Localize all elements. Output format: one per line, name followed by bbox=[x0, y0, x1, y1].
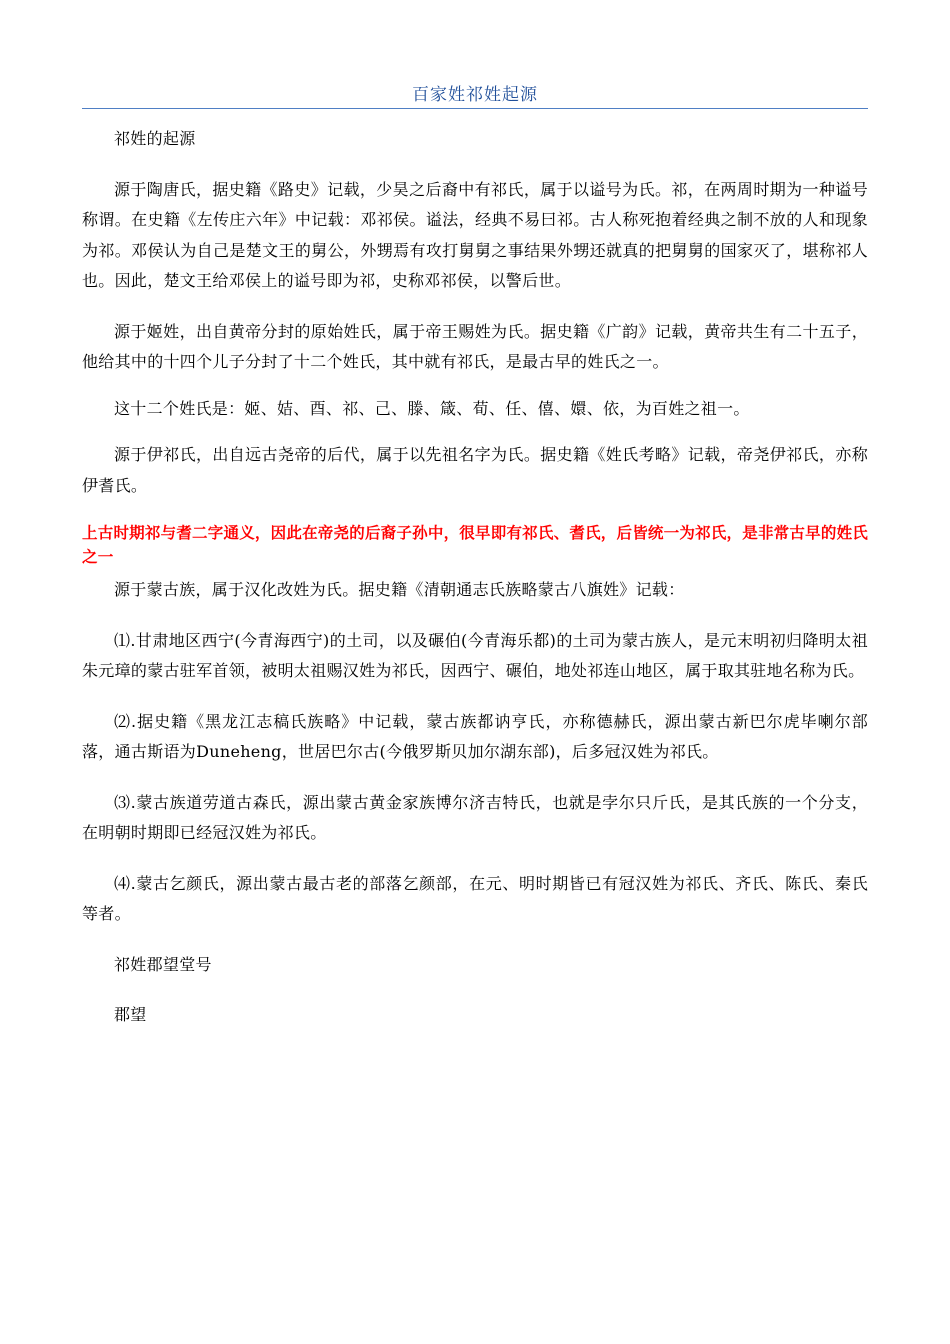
header-divider bbox=[82, 108, 868, 109]
page-header-title: 百家姓祁姓起源 bbox=[412, 85, 538, 105]
list-item-2: ⑵.据史籍《黑龙江志稿氏族略》中记载，蒙古族都讷亨氏，亦称德赫氏，源出蒙古新巴尔虎毕喇尔部落，通古斯语为Duneheng，世居巴尔古(今俄罗斯贝加尔湖东部)，后多冠汉姓为祁氏。 bbox=[82, 711, 868, 761]
document-body bbox=[82, 124, 868, 1031]
list-item-1: ⑴.甘肃地区西宁(今青海西宁)的土司，以及碾伯(今青海乐都)的土司为蒙古族人，是元末明初归降明太祖朱元璋的蒙古驻军首领，被明太祖赐汉姓为祁氏，因西宁、碾伯，地处祁连山地区，属于取其驻地名称为氏。 bbox=[82, 630, 868, 680]
paragraph-mongol: 源于蒙古族，属于汉化改姓为氏。据史籍《清朝通志氏族略蒙古八旗姓》记载： bbox=[114, 580, 685, 599]
paragraph-taotang: 源于陶唐氏，据史籍《路史》记载，少昊之后裔中有祁氏，属于以谥号为氏。祁，在两周时期为一种谥号称谓。在史籍《左传庄六年》中记载：邓祁侯。谥法，经典不易曰祁。古人称死抱着经典之制不放的人和现象为祁。邓侯认为自己是楚文王的舅公，外甥焉有攻打舅舅之事结果外甥还就真的把舅舅的国家灭了，堪称祁人也。因此，楚文王给邓侯上的谥号即为祁，史称邓祁侯，以警后世。 bbox=[82, 179, 868, 290]
paragraph-jixing: 源于姬姓，出自黄帝分封的原始姓氏，属于帝王赐姓为氏。据史籍《广韵》记载，黄帝共生有二十五子，他给其中的十四个儿子分封了十二个姓氏，其中就有祁氏，是最古早的姓氏之一。 bbox=[82, 321, 868, 371]
paragraph-twelve-surnames: 这十二个姓氏是：姬、姞、酉、祁、己、滕、箴、荀、任、僖、嬛、依，为百姓之祖一。 bbox=[114, 398, 750, 418]
section-heading-junwang: 郡望 bbox=[114, 1005, 147, 1024]
highlighted-note: 上古时期祁与耆二字通义，因此在帝尧的后裔子孙中，很早即有祁氏、耆氏，后皆统一为祁氏，是非常古早的姓氏之一 bbox=[82, 524, 868, 566]
paragraph-yiqi: 源于伊祁氏，出自远古尧帝的后代，属于以先祖名字为氏。据史籍《姓氏考略》记载，帝尧伊祁氏，亦称伊耆氏。 bbox=[82, 445, 868, 495]
list-item-4: ⑷.蒙古乞颜氏，源出蒙古最古老的部落乞颜部，在元、明时期皆已有冠汉姓为祁氏、齐氏、陈氏、秦氏等者。 bbox=[82, 873, 868, 923]
section-heading-junwang-tanghao: 祁姓郡望堂号 bbox=[114, 954, 212, 974]
section-heading-origin: 祁姓的起源 bbox=[114, 129, 196, 148]
list-item-3: ⑶.蒙古族道劳道古森氏，源出蒙古黄金家族博尔济吉特氏，也就是孛尔只斤氏，是其氏族的一个分支，在明朝时期即已经冠汉姓为祁氏。 bbox=[82, 792, 868, 842]
